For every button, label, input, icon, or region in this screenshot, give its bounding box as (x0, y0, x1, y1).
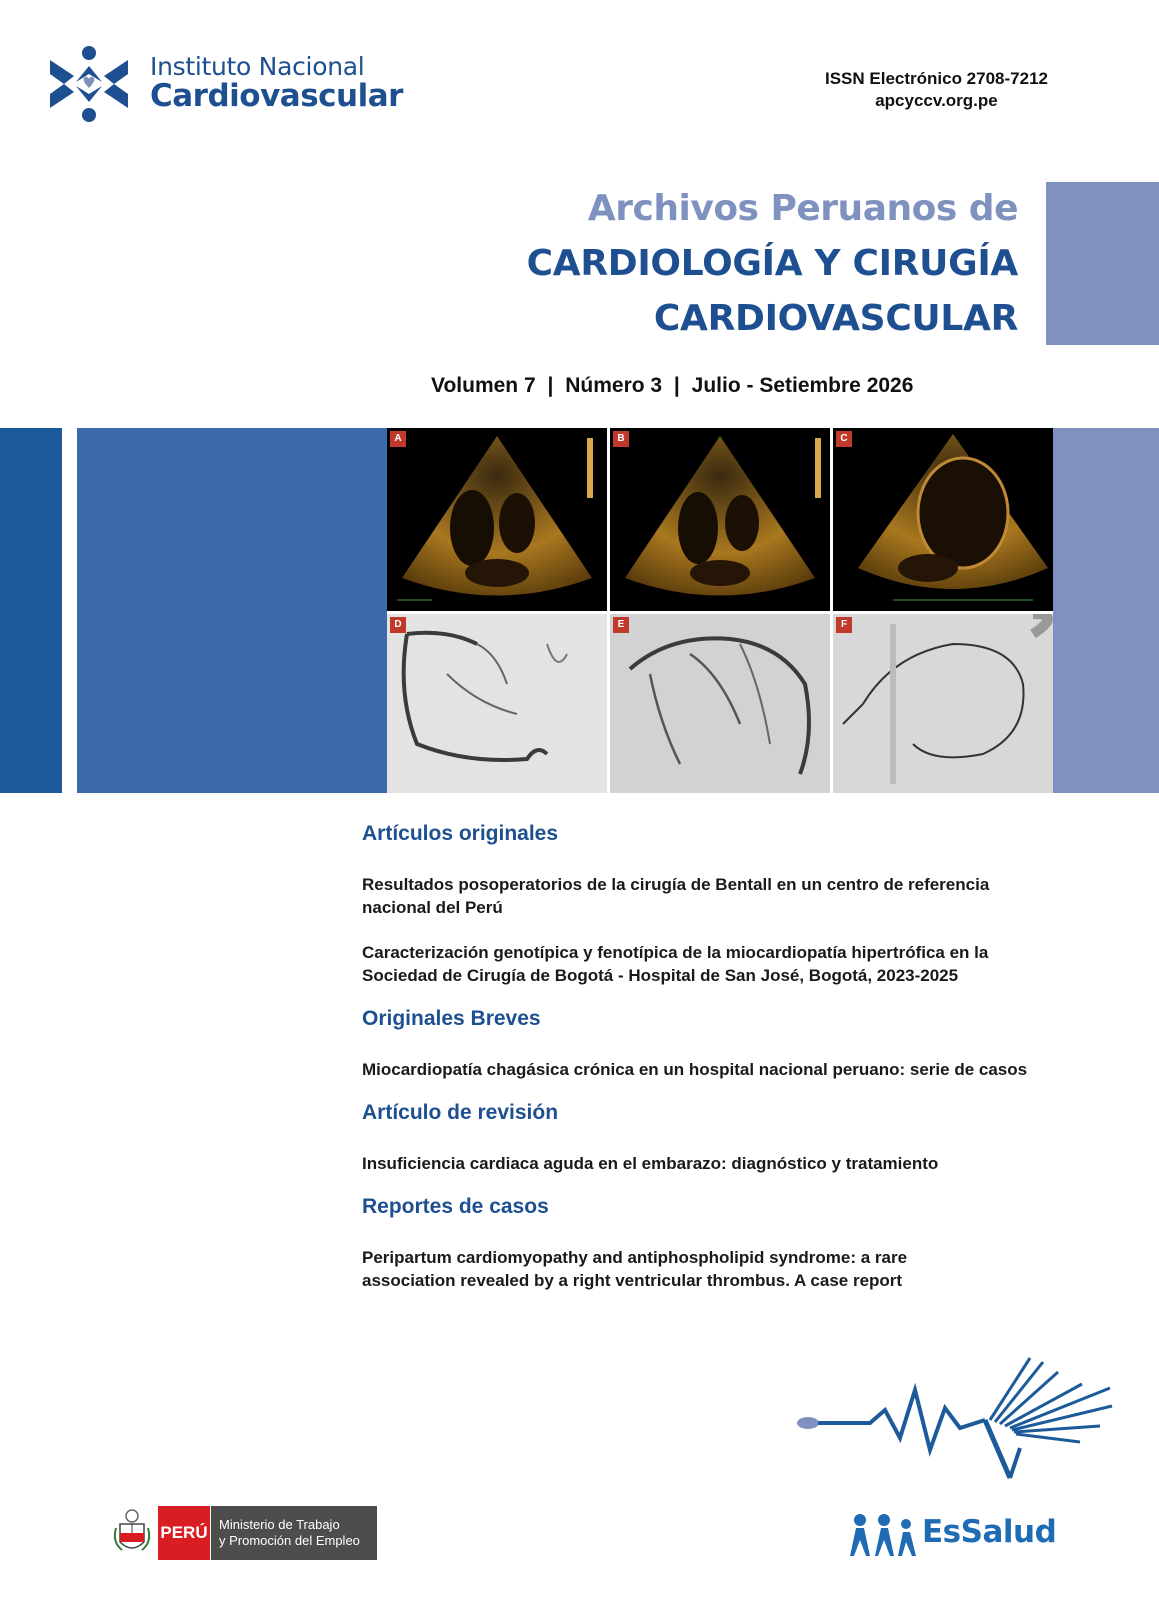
panel-label-c: C (836, 431, 852, 447)
issue-volume: Volumen 7 (431, 374, 536, 397)
section-original-articles (362, 822, 1062, 987)
figure-panel-b (610, 428, 830, 611)
issue-info: Volumen 7 | Número 3 | Julio - Setiembre 2026 (431, 374, 914, 397)
ministry-line2: y Promoción del Empleo (219, 1533, 360, 1548)
essalud-label: EsSalud (922, 1514, 1057, 1550)
issue-period: Julio - Setiembre 2026 (691, 374, 914, 397)
essalud-logo (848, 1512, 1057, 1562)
peru-coat-of-arms-icon (112, 1506, 152, 1560)
cover-figure (387, 428, 1053, 793)
institute-name-line2: Cardiovascular (150, 78, 403, 114)
institute-name-line1: Instituto Nacional (150, 52, 365, 81)
title-accent-bar (1046, 182, 1159, 345)
panel-label-d: D (390, 617, 406, 633)
peru-label: PERÚ (158, 1506, 210, 1560)
institute-emblem-icon (44, 44, 134, 124)
journal-title-line3: CARDIOVASCULAR (653, 298, 1018, 339)
panel-label-e: E (613, 617, 629, 633)
ecg-decoration (0, 1350, 1159, 1490)
journal-title (527, 182, 1018, 346)
figure-panel-a (387, 428, 607, 611)
section-title: Reportes de casos (362, 1195, 549, 1218)
journal-title-line2: CARDIOLOGÍA Y CIRUGÍA (526, 243, 1018, 284)
band-left-block (77, 428, 387, 793)
figure-panel-e (610, 614, 830, 793)
article-title[interactable]: Caracterización genotípica y fenotípica de la miocardiopatía hipertrófica en la Sociedad de Cirugía de Bogotá - Hospital de San José, Bogotá, 2023-2025 (362, 943, 989, 985)
article-title[interactable]: Insuficiencia cardiaca aguda en el embarazo: diagnóstico y tratamiento (362, 1154, 939, 1173)
table-of-contents (362, 822, 1062, 1292)
article-title[interactable]: Miocardiopatía chagásica crónica en un hospital nacional peruano: serie de casos (362, 1060, 1028, 1079)
figure-panel-c (833, 428, 1053, 611)
section-title: Artículo de revisión (362, 1101, 559, 1124)
institute-logo (44, 44, 403, 124)
figure-panel-d (387, 614, 607, 793)
section-review-article (362, 1101, 1062, 1175)
band-left-stripe (0, 428, 62, 793)
panel-label-a: A (390, 431, 406, 447)
panel-label-b: B (613, 431, 629, 447)
issn-block (825, 68, 1048, 112)
website-link[interactable]: apcyccv.org.pe (875, 91, 998, 110)
panel-label-f: F (836, 617, 852, 633)
band-right-block (1053, 428, 1159, 793)
issn-number: ISSN Electrónico 2708-7212 (824, 69, 1048, 88)
section-case-reports (362, 1195, 1062, 1292)
figure-panel-f (833, 614, 1053, 793)
ministry-line1: Ministerio de Trabajo (219, 1517, 340, 1532)
article-title[interactable]: Resultados posoperatorios de la cirugía de Bentall en un centro de referencia nacional del Perú (362, 875, 990, 917)
section-brief-originals (362, 1007, 1062, 1081)
issue-number: Número 3 (565, 374, 663, 397)
family-icon (848, 1512, 920, 1558)
article-title[interactable]: Peripartum cardiomyopathy and antiphospholipid syndrome: a rare association revealed by a right ventricular thrombus. A case report (362, 1248, 908, 1290)
section-title: Artículos originales (362, 822, 559, 845)
ministry-label (211, 1506, 377, 1560)
section-title: Originales Breves (362, 1007, 541, 1030)
journal-title-line1: Archivos Peruanos de (587, 188, 1018, 229)
